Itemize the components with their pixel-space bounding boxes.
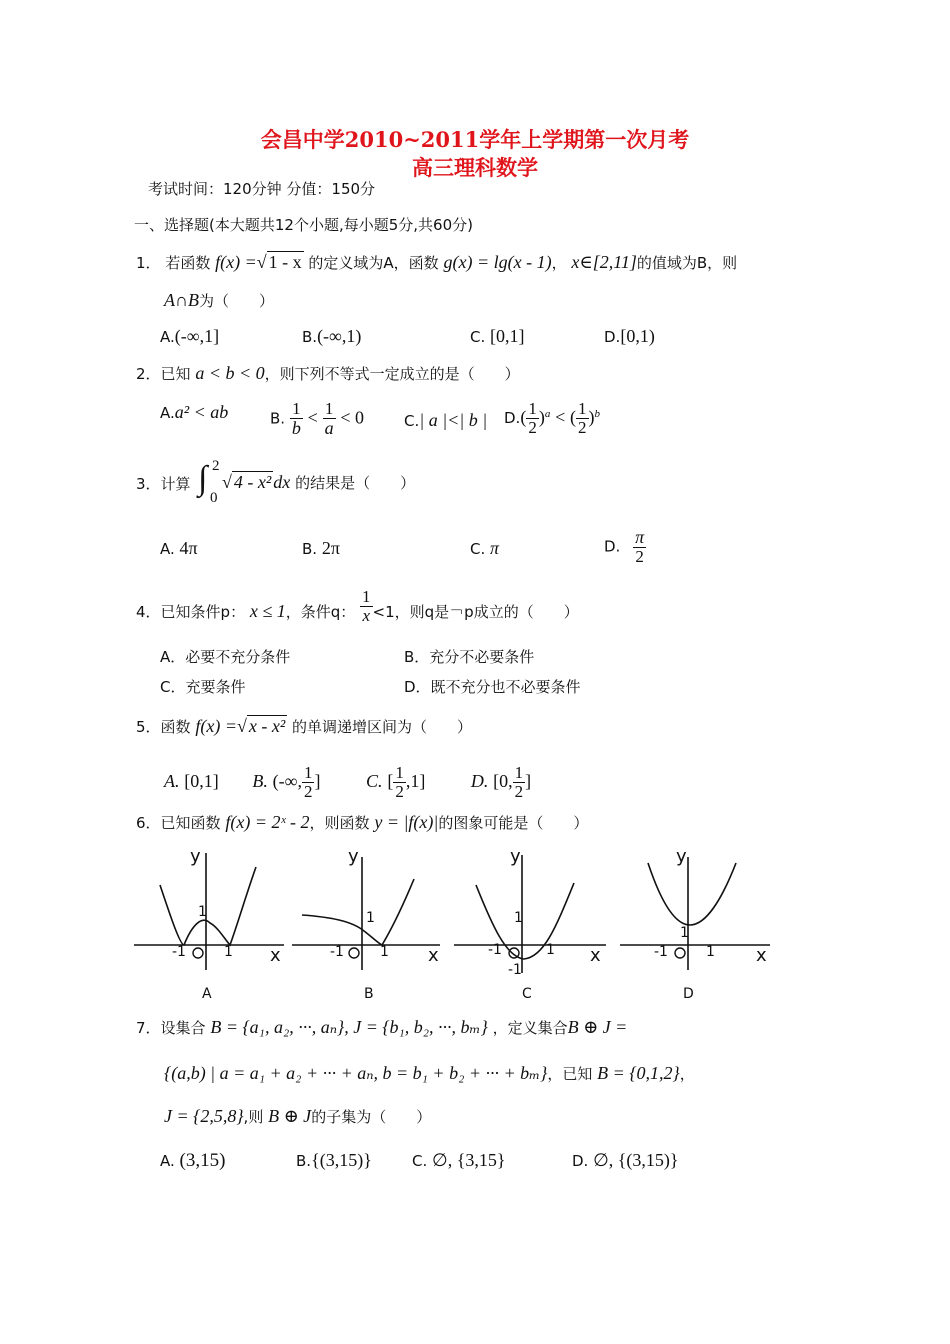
- q1-option-c: C. [0,1]: [470, 326, 525, 346]
- question-7-line2: {(a,b) | a = a₁ + a₂ + ··· + aₙ, b = b₁ + b₂ + ··· + bₘ}，已知 B = {0,1,2}，: [164, 1063, 695, 1083]
- question-1: 1． 若函数 f(x) =√ 1 - x 的定义域为A，函数 g(x) = lg(x - 1)， x∈[2,11]的值域为B，则: [136, 252, 738, 272]
- formula: a < b < 0: [195, 363, 265, 383]
- q2-option-d: D.( $\frac{1}{2}$ )$^a$ < ( $\frac{1}{2}$ )$^b$: [504, 399, 601, 437]
- question-5: 5．函数 f(x) =√ x - x² 的单调递增区间为（ ）: [136, 716, 473, 736]
- q3-option-b: B. 2π: [302, 538, 340, 558]
- question-7: 7．设集合 B = {a₁, a₂, ···, aₙ}, J = {b₁, b₂, ···, bₘ} ，定义集合B ⊕ J =: [136, 1017, 628, 1037]
- q7-option-d: D. ∅, {(3,15)}: [572, 1150, 679, 1170]
- graph-a-caption: A: [202, 986, 212, 1002]
- q2-option-c: C.| a |<| b |: [404, 410, 488, 430]
- q4-option-c: C．充要条件: [160, 678, 246, 696]
- q2-option-b: B. $\frac{1}{b}$ < $\frac{1}{a}$ < 0: [270, 399, 364, 438]
- q1-option-b: B.(-∞,1): [302, 326, 362, 346]
- graph-d-caption: D: [683, 986, 694, 1002]
- q3-option-d: D. $\frac{\pi}{2}$: [604, 527, 645, 566]
- curve-b: [302, 879, 414, 945]
- formula: f(x) =: [215, 252, 257, 272]
- question-6: 6．已知函数 f(x) = 2ˣ - 2，则函数 y = |f(x)|的图象可能是（ ）: [136, 812, 589, 832]
- q4-option-a: A．必要不充分条件: [160, 648, 291, 666]
- curve-d: [648, 863, 736, 925]
- q7-option-b: B.{(3,15)}: [296, 1150, 372, 1170]
- q3-option-a: A. 4π: [160, 538, 198, 558]
- curve-a: [160, 867, 256, 945]
- graph-c-caption: C: [522, 986, 532, 1002]
- q4-option-b: B．充分不必要条件: [404, 648, 535, 666]
- q-number: 1．: [136, 254, 161, 272]
- exam-meta: 考试时间：120分钟 分值：150分: [148, 180, 376, 198]
- q7-option-a: A. (3,15): [160, 1150, 226, 1171]
- exam-title: 会昌中学2010~2011学年上学期第一次月考: [260, 127, 690, 152]
- q3-option-c: C. π: [470, 538, 500, 558]
- question-2: 2．已知 a < b < 0，则下列不等式一定成立的是（ ）: [136, 363, 520, 383]
- q5-options: A. [0,1] B. (-∞, $\frac{1}{2}$ ] C. [ $\frac{1}{2}$ ,1] D. [0, $\frac{1}{2}$ ]: [164, 763, 532, 801]
- q6-graphs: [0, 845, 950, 1015]
- q4-option-d: D．既不充分也不必要条件: [404, 678, 581, 696]
- question-1-line2: A∩B为（ ）: [164, 290, 275, 310]
- q2-option-a: A.a² < ab: [160, 402, 229, 422]
- section-heading: 一、选择题(本大题共12个小题,每小题5分,共60分): [134, 216, 473, 234]
- formula: x∈[2,11]: [571, 252, 637, 272]
- question-4: 4．已知条件p： x ≤ 1，条件q： $\frac{1}{x}$ <1，则q是￢p成立的（ ）: [136, 587, 579, 625]
- question-7-line3: J = {2,5,8},则 B ⊕ J的子集为（ ）: [164, 1106, 432, 1126]
- integral: ∫ 2 0: [198, 458, 220, 506]
- exam-subtitle: 高三理科数学: [412, 155, 538, 180]
- q1-option-a: A.(-∞,1]: [160, 326, 220, 346]
- q7-option-c: C. ∅, {3,15}: [412, 1150, 506, 1170]
- q1-option-d: D.[0,1): [604, 326, 655, 346]
- graph-b-caption: B: [364, 986, 374, 1002]
- integrand: √ 4 - x² dx 的结果是（ ）: [222, 472, 416, 492]
- formula: g(x) = lg(x - 1): [443, 252, 552, 272]
- question-3: 3．计算: [136, 475, 191, 493]
